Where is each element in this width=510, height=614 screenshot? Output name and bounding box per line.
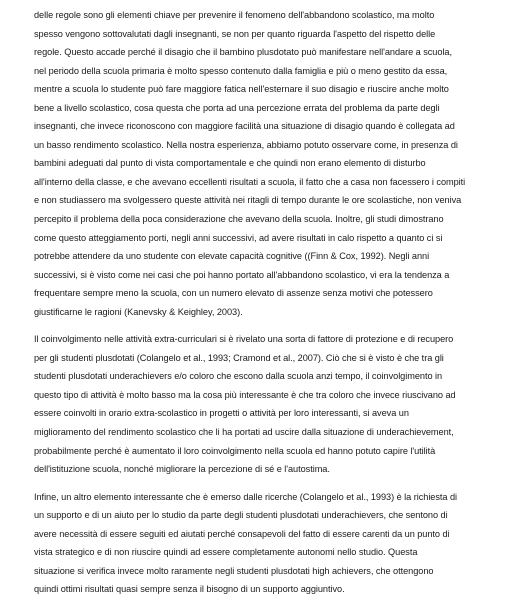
text-line: dell'istituzione scuola, nonché migliorare la percezione di sé e l'autostima.	[34, 464, 330, 475]
text-line: bambini adeguati dal punto di vista comportamentale e che quindi non erano elemento di disturbo	[34, 158, 426, 169]
text-line: miglioramento del rendimento scolastico che li ha portati ad uscire dalla situazione di underachievement,	[34, 427, 454, 438]
paragraph-2	[34, 330, 494, 478]
text-line: bene a livello scolastico, cosa questa che porta ad una percezione errata del problema da parte degli	[34, 102, 440, 113]
text-line: come questo atteggiamento porti, negli anni successivi, ad avere risultati in calo rispetto a quanto ci si	[34, 232, 443, 243]
text-line: essere coinvolti in orario extra-scolastico in progetti o attività per loro interessanti, si aveva un	[34, 408, 409, 419]
text-line: un basso rendimento scolastico. Nella nostra esperienza, abbiamo potuto osservare come, in presenza di	[34, 139, 458, 150]
text-line: nel periodo della scuola primaria è molto spesso contenuto dalla famiglia e più o meno gestito da essa,	[34, 65, 448, 76]
text-line: questo tipo di attività è molto basso ma la cosa più interessante è che tra coloro che invece riuscivano ad	[34, 389, 456, 400]
text-line: potrebbe attendere da uno studente con elevate capacità cognitive ((Finn & Cox, 1992). Negli anni	[34, 251, 430, 262]
paragraph-gap	[34, 321, 494, 330]
text-line: mentre a scuola lo studente può fare maggiore fatica nell'esternare il suo disagio e riuscire anche molto	[34, 84, 449, 95]
text-line: un supporto e di un aiuto per lo studio da parte degli studenti plusdotati underachievers, che sentono di	[34, 510, 448, 521]
text-line: delle regole sono gli elementi chiave per prevenire il fenomeno dell'abbandono scolastico, ma molto	[34, 10, 435, 20]
text-line: percepito il problema della poca considerazione che avevano della scuola. Inoltre, gli studi dimostrano	[34, 214, 444, 225]
text-line: e non studiassero ma svolgessero queste attività nei ritagli di tempo durante le ore scolastiche, non veniva	[34, 195, 462, 206]
text-line: regole. Questo accade perché il disagio che il bambino plusdotato può manifestare nell'andare a scuola,	[34, 47, 452, 58]
text-line: probabilmente perché è aumentato il loro coinvolgimento nella scuola ed hanno potuto capire l'utilità	[34, 445, 436, 456]
text-line: all'interno della classe, e che avevano eccellenti risultati a scuola, il fatto che a casa non facessero i compiti	[34, 176, 466, 187]
text-line: insegnanti, che invece riconoscono con maggiore facilità una situazione di disagio quando è collegata ad	[34, 121, 455, 132]
text-line: studenti plusdotati underachievers e/o coloro che escono dalla scuola anzi tempo, il coinvolgimento in	[34, 371, 443, 382]
text-line: avere necessità di essere seguiti ed aiutati perché consapevoli del fatto di essere carenti da un punto di	[34, 528, 450, 539]
text-line: per gli studenti plusdotati (Colangelo et al., 1993; Cramond et al., 2007). Ciò che si è visto è che tra gli	[34, 352, 444, 363]
text-line: Infine, un altro elemento interessante che è emerso dalle ricerche (Colangelo et al., 1993) è la richiesta di	[34, 491, 458, 502]
text-line: vista strategico e di non riuscire quindi ad essere completamente autonomi nello studio. Questa	[34, 547, 418, 558]
paragraph-1	[34, 6, 494, 321]
text-line: frequentare sempre meno la scuola, con un numero elevato di assenze senza motivi che potessero	[34, 288, 433, 299]
paragraph-gap	[34, 479, 494, 488]
text-line: Il coinvolgimento nelle attività extra-curriculari si è rivelato una sorta di fattore di protezione e di recupero	[34, 334, 454, 345]
text-line: situazione si verifica invece molto raramente negli studenti plusdotati high achievers, che ottengono	[34, 565, 434, 576]
text-line: giustificarne le ragioni (Kanevsky & Keighley, 2003).	[34, 306, 243, 317]
text-line: successivi, si è visto come nei casi che poi hanno portato all'abbandono scolastico, vi era la tendenza a	[34, 269, 450, 280]
text-line: spesso vengono sottovalutati dagli insegnanti, se non per quanto riguarda l'aspetto del rispetto delle	[34, 28, 436, 39]
paragraph-3	[34, 488, 494, 599]
text-line: quindi ottimi risultati quasi sempre senza il bisogno di un supporto aggiuntivo.	[34, 584, 345, 595]
